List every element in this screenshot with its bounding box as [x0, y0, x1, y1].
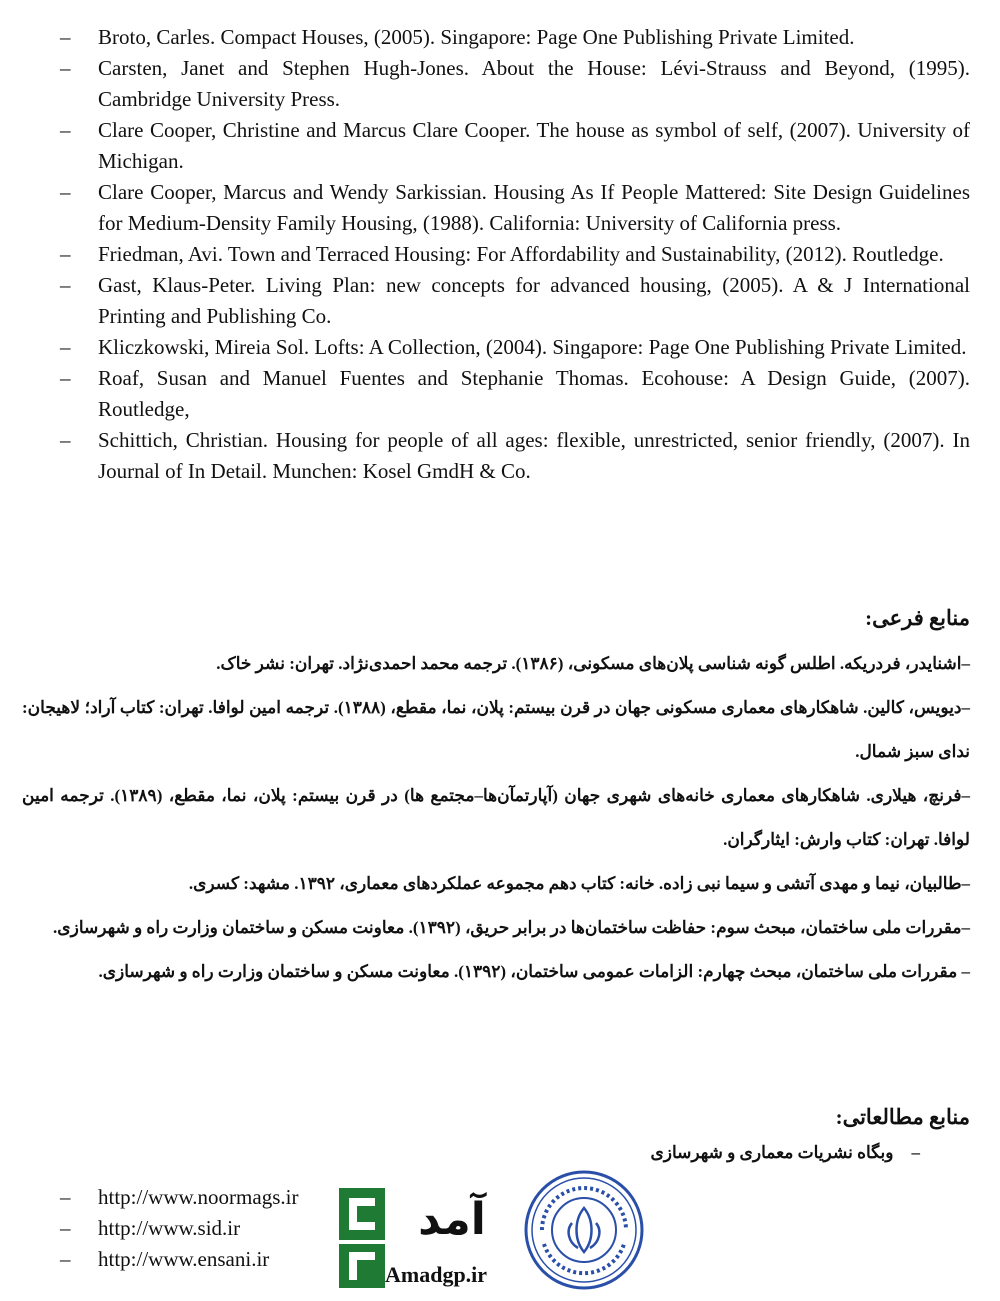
- bullet-dash: –: [60, 335, 71, 359]
- reference-text: Gast, Klaus-Peter. Living Plan: new concepts for advanced housing, (2005). A & J International Printing and Publishing Co.: [98, 273, 970, 328]
- persian-reference: –مقررات ملی ساختمان، مبحث سوم: حفاظت ساختمان‌ها در برابر حریق، (۱۳۹۲). معاونت مسکن و ساختمان وزارت راه و شهرسازی.: [53, 918, 970, 937]
- logo-caption: Amadgp.ir: [385, 1262, 488, 1287]
- reference-text: Roaf, Susan and Manuel Fuentes and Stephanie Thomas. Ecohouse: A Design Guide, (2007). Routledge,: [98, 366, 970, 421]
- reference-text: Carsten, Janet and Stephen Hugh-Jones. About the House: Lévi-Strauss and Beyond, (1995). Cambridge University Press.: [98, 56, 970, 111]
- study-item-text: وبگاه نشریات معماری و شهرسازی: [650, 1143, 894, 1162]
- persian-reference: –اشنایدر، فردریکه. اطلس گونه شناسی پلان‌های مسکونی، (۱۳۸۶). ترجمه محمد احمدی‌نژاد. تهران: نشر خاک.: [216, 654, 970, 673]
- bullet-dash: –: [60, 25, 71, 49]
- english-reference: [60, 270, 970, 332]
- persian-reference: –طالبیان، نیما و مهدی آتشی و سیما نبی زاده. خانه: کتاب دهم مجموعه عملکردهای معماری، ۱۳۹۲. مشهد: کسری.: [188, 874, 970, 893]
- english-reference: [60, 115, 970, 177]
- bullet-dash: –: [60, 118, 71, 142]
- reference-text: Kliczkowski, Mireia Sol. Lofts: A Collection, (2004). Singapore: Page One Publishing Private Limited.: [98, 335, 967, 359]
- english-reference: [60, 363, 970, 425]
- persian-reference-list: [22, 642, 970, 994]
- persian-reference: –فرنچ، هیلاری. شاهکارهای معماری خانه‌های شهری جهان (آپارتمآن‌ها–مجتمع ها) در قرن بیستم: پلان، نما، مقطع، (۱۳۸۹). ترجمه امین لوافا. تهران: کتاب وارش: ایثارگران.: [22, 786, 971, 849]
- bullet-dash: –: [911, 1143, 920, 1162]
- bullet-dash: –: [60, 242, 71, 266]
- secondary-sources-heading: منابع فرعی:: [865, 606, 970, 630]
- website-link[interactable]: [60, 1182, 298, 1213]
- reference-text: Clare Cooper, Marcus and Wendy Sarkissian. Housing As If People Mattered: Site Design Guidelines for Medium-Density Family Housing, (1988). California: University of California press.: [98, 180, 970, 235]
- bullet-dash: –: [60, 428, 71, 452]
- study-item: [650, 1143, 920, 1163]
- persian-reference: – مقررات ملی ساختمان، مبحث چهارم: الزامات عمومی ساختمان، (۱۳۹۲). معاونت مسکن و ساختمان وزارت راه و شهرسازی.: [98, 962, 970, 981]
- english-reference: [60, 22, 970, 53]
- english-reference: [60, 53, 970, 115]
- english-reference: [60, 332, 970, 363]
- bullet-dash: –: [60, 273, 71, 297]
- website-list: [60, 1182, 298, 1275]
- logo-persian-text: آمد: [418, 1194, 486, 1245]
- bullet-dash: –: [60, 1185, 71, 1209]
- website-link[interactable]: [60, 1244, 298, 1275]
- bullet-dash: –: [60, 56, 71, 80]
- reference-text: Friedman, Avi. Town and Terraced Housing: For Affordability and Sustainability, (2012). Routledge.: [98, 242, 944, 266]
- reference-text: Broto, Carles. Compact Houses, (2005). Singapore: Page One Publishing Private Limited.: [98, 25, 855, 49]
- persian-reference: –دیویس، کالین. شاهکارهای معماری مسکونی جهان در قرن بیستم: پلان، نما، مقطع، (۱۳۸۸). ترجمه امین لوافا. تهران: کتاب آراد؛ لاهیجان: ندای سبز شمال.: [22, 698, 970, 761]
- emblem-icon: [569, 1208, 600, 1252]
- bullet-dash: –: [60, 1247, 71, 1271]
- study-sources-heading: منابع مطالعاتی:: [835, 1105, 970, 1129]
- reference-text: Clare Cooper, Christine and Marcus Clare Cooper. The house as symbol of self, (2007). University of Michigan.: [98, 118, 970, 173]
- website-url[interactable]: http://www.ensani.ir: [98, 1247, 270, 1271]
- website-url[interactable]: http://www.noormags.ir: [98, 1185, 299, 1209]
- official-seal-stamp: [522, 1168, 646, 1292]
- bullet-dash: –: [60, 180, 71, 204]
- english-reference-list: [60, 22, 970, 487]
- bullet-dash: –: [60, 366, 71, 390]
- english-reference: [60, 177, 970, 239]
- website-link[interactable]: [60, 1213, 298, 1244]
- english-reference: [60, 425, 970, 487]
- website-url[interactable]: http://www.sid.ir: [98, 1216, 241, 1240]
- english-reference: [60, 239, 970, 270]
- bullet-dash: –: [60, 1216, 71, 1240]
- reference-text: Schittich, Christian. Housing for people of all ages: flexible, unrestricted, senior friendly, (2007). In Journal of In Detail. Munchen: Kosel GmdH & Co.: [98, 428, 970, 483]
